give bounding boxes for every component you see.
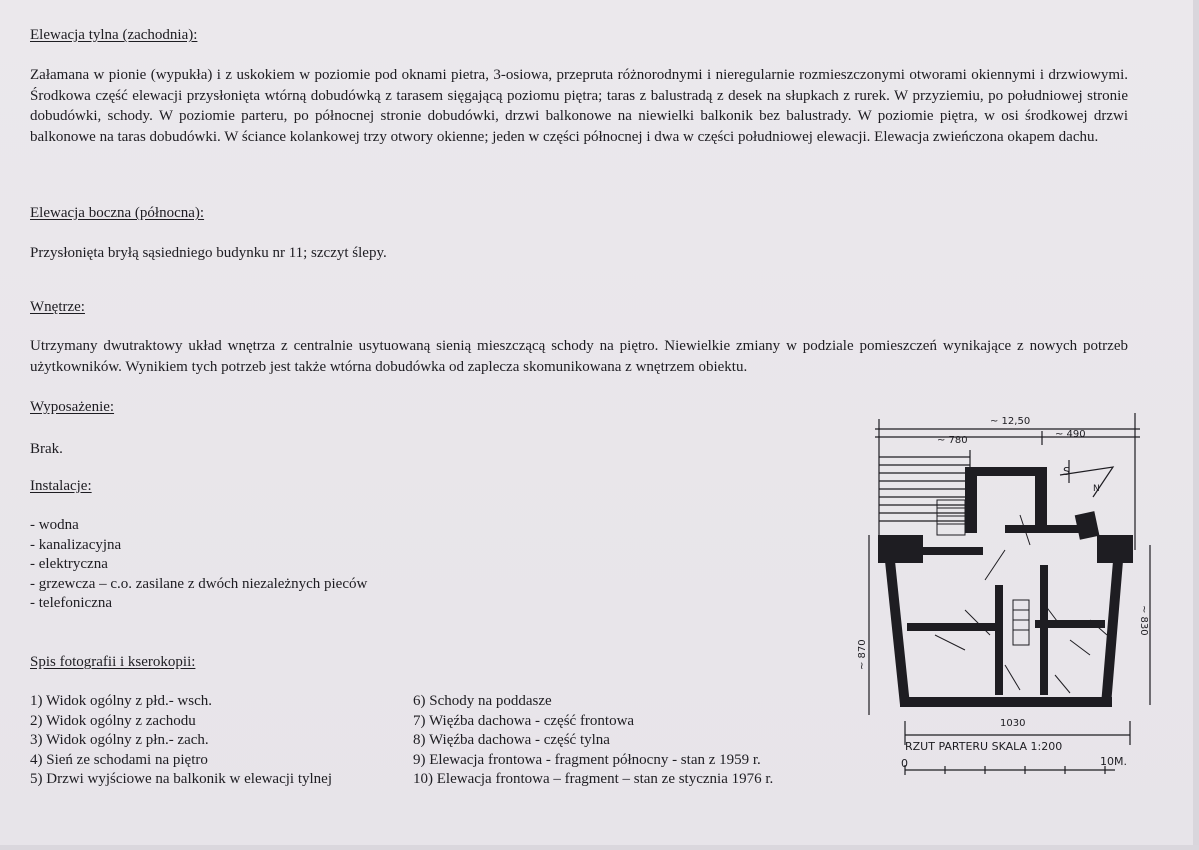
list-item: 8) Więźba dachowa - część tylna (413, 732, 610, 748)
heading-equipment: Wyposażenie: (30, 399, 115, 415)
exterior-stairs (879, 450, 970, 525)
paragraph-equipment: Brak. (30, 441, 63, 457)
list-item: - wodna (30, 517, 79, 533)
list-item: - kanalizacyjna (30, 536, 122, 553)
dimension-side-left: ~ 870 (857, 639, 868, 670)
list-item: - elektryczna (30, 556, 108, 572)
paper-edge-bottom (0, 845, 1199, 850)
list-item: - telefoniczna (30, 595, 113, 611)
photo-list-left (30, 692, 332, 790)
list-item: 10) Elewacja frontowa – fragment – stan ze stycznia 1976 r. (413, 771, 774, 787)
north-label-s: S (1063, 465, 1070, 478)
dimension-side-right: ~ 830 (1138, 605, 1149, 636)
list-item: 3) Widok ogólny z płn.- zach. (30, 732, 209, 748)
heading-interior: Wnętrze: (30, 299, 85, 315)
dimension-total: ~ 12,50 (990, 416, 1031, 427)
paper-edge-right (1193, 0, 1199, 850)
list-item: 2) Widok ogólny z zachodu (30, 712, 196, 729)
dimension-bottom: 1030 (1000, 718, 1026, 729)
north-label-n: N (1093, 484, 1100, 494)
dimension-left: ~ 780 (937, 435, 968, 446)
installations-list (30, 516, 367, 614)
scale-end: 10M. (1100, 755, 1127, 768)
heading-installations: Instalacje: (30, 478, 92, 494)
paragraph-interior: Utrzymany dwutraktowy układ wnętrza z centralnie usytuowaną sienią mieszczącą schody na piętro. Niewielkie zmiany w podziale pomieszczeń wynikające z nowych potrzeb użytkowników. Wynikiem tych potrzeb jest także wtórna dobudówka od zaplecza skomunikowana z wnętrzem obiektu. (30, 338, 1128, 375)
dimension-right: ~ 490 (1055, 429, 1086, 440)
list-item: 5) Drzwi wyjściowe na balkonik w elewacji tylnej (30, 771, 332, 787)
heading-photo-list: Spis fotografii i kserokopii: (30, 654, 196, 670)
ground-floor-plan (845, 405, 1175, 790)
list-item: 6) Schody na poddasze (413, 693, 552, 709)
paragraph-west-elevation: Załamana w pionie (wypukła) i z uskokiem w poziomie pod oknami pietra, 3-osiowa, przepruta różnorodnymi i nieregularnie rozmieszczonymi otworami okiennymi i drzwiowymi. Środkowa część elewacji przysłonięta wtórną dobudówką z tarasem sięgającą poziomu piętra; taras z balustradą z desek na słupkach z rurek. W przyziemiu, po południowej stronie dobudówki, schody. W poziomie parteru, po północnej stronie dobudówki, drzwi balkonowe na niewielki balkonik bez balustrady. W poziomie piętra, w osi środkowej drzwi balkonowe na taras dobudówki. W ściance kolankowej trzy otwory okienne; jeden w części północnej i dwa w części południowej elewacji. Elewacja zwieńczona okapem dachu. (30, 67, 1128, 145)
list-item: 1) Widok ogólny z płd.- wsch. (30, 693, 213, 709)
list-item: 9) Elewacja frontowa - fragment północny - stan z 1959 r. (413, 751, 761, 768)
photo-list-right (413, 692, 773, 790)
scale-start: 0 (901, 757, 908, 770)
heading-north-elevation: Elewacja boczna (północna): (30, 205, 205, 221)
plan-caption: RZUT PARTERU SKALA 1:200 (905, 740, 1063, 753)
paragraph-north-elevation: Przysłonięta bryłą sąsiedniego budynku nr 11; szczyt ślepy. (30, 245, 387, 261)
floor-plan-walls (878, 467, 1133, 707)
heading-west-elevation: Elewacja tylna (zachodnia): (30, 27, 198, 43)
list-item: 4) Sień ze schodami na piętro (30, 751, 208, 768)
list-item: 7) Więźba dachowa - część frontowa (413, 712, 635, 729)
list-item: - grzewcza – c.o. zasilane z dwóch niezależnych pieców (30, 575, 368, 592)
